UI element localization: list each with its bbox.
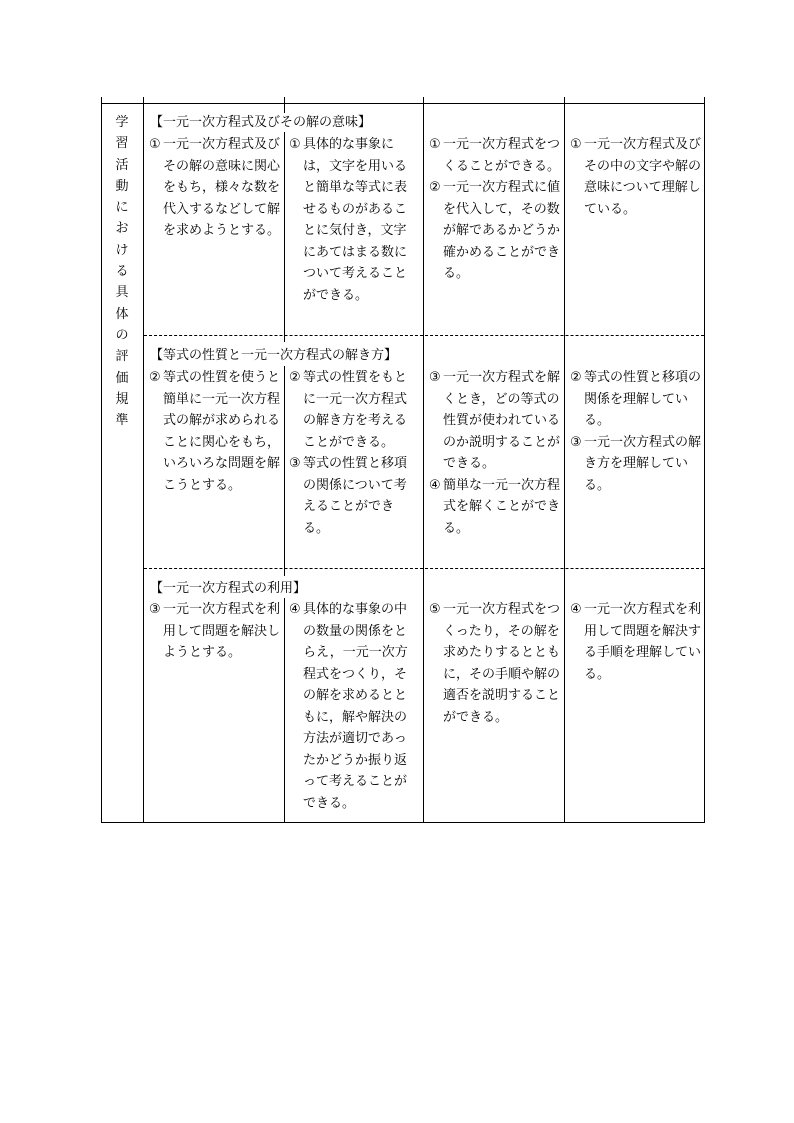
cell-skill (429, 599, 560, 728)
criterion-number: ④ (429, 477, 441, 493)
cell-thinking (289, 367, 419, 539)
criterion-item (429, 475, 560, 540)
criterion-text: 一元一次方程式を利用して問題を解決しようとする。 (163, 602, 281, 660)
criterion-number: ② (429, 180, 441, 195)
criterion-number: ① (149, 137, 161, 152)
cell-skill (429, 367, 560, 539)
side-char: 準 (115, 413, 129, 429)
side-char: お (115, 221, 129, 237)
criterion-text: 一元一次方程式及びその解の意味に関心をもち，様々な数を代入するなどして解を求めようとする。 (163, 137, 281, 238)
border-bottom (101, 822, 705, 823)
criterion-text: 一元一次方程式を解くとき，どの等式の性質が使われているのか説明することができる。 (443, 370, 561, 471)
criterion-text: 具体的な事象には，文字を用いると簡単な等式に表せるものがあることに気付き，文字にあてはまる数について考えることができる。 (303, 137, 408, 303)
criterion-item (149, 367, 281, 496)
side-char: 習 (115, 136, 129, 152)
criterion-number: ④ (289, 602, 301, 617)
side-label (101, 112, 143, 431)
cell-thinking (289, 599, 419, 814)
cell-knowledge (570, 367, 701, 496)
cell-interest (149, 599, 281, 664)
criterion-item (429, 599, 560, 728)
criterion-text: 等式の性質を使うと簡単に一元一次方程式の解が求められることに関心をもち，いろいろな問題を解こうとする。 (163, 370, 281, 493)
criterion-item (429, 367, 560, 475)
dashed-separator-2 (144, 568, 704, 569)
section-heading: 【一元一次方程式及びその解の意味】 (150, 115, 372, 130)
criterion-text: 一元一次方程式をつくったり，その解を求めたりするとともに，その手順や解の適否を説明することができる。 (443, 602, 561, 725)
side-char: 動 (115, 178, 129, 194)
cell-skill (429, 134, 560, 285)
criterion-number: ⑤ (429, 602, 441, 617)
section-heading: 【一元一次方程式の利用】 (150, 581, 307, 596)
criterion-item (289, 367, 419, 453)
cell-thinking (289, 134, 419, 306)
criterion-item (289, 599, 419, 814)
criterion-item (429, 177, 560, 285)
criterion-number: ③ (149, 602, 161, 617)
criterion-number: ④ (570, 602, 582, 617)
side-char: 規 (115, 391, 129, 407)
criterion-text: 一元一次方程式をつくることができる。 (443, 137, 561, 174)
section-heading: 【等式の性質と一元一次方程式の解き方】 (150, 348, 398, 363)
criterion-text: 等式の性質と移項の関係について考えることができる。 (303, 456, 408, 536)
criterion-item (429, 134, 560, 177)
border-right (704, 97, 705, 823)
side-char: け (115, 242, 129, 258)
criterion-number: ③ (429, 370, 441, 385)
side-char: 体 (115, 306, 129, 322)
col-sep-2d (284, 598, 285, 823)
criterion-text: 等式の性質と移項の関係を理解している。 (584, 370, 702, 428)
side-char: 具 (115, 285, 129, 301)
criterion-text: 一元一次方程式の解き方を理解している。 (584, 434, 702, 493)
criterion-number: ③ (289, 456, 301, 471)
dashed-separator-1 (144, 335, 704, 336)
side-char: の (115, 327, 129, 343)
col-sep-2b (284, 132, 285, 342)
criterion-number: ① (429, 137, 441, 152)
criterion-item (570, 432, 701, 497)
criterion-number: ① (289, 137, 301, 152)
criterion-number: ② (289, 370, 301, 385)
side-char: 学 (115, 115, 129, 130)
cell-knowledge (570, 134, 701, 220)
col-sep-4 (564, 97, 565, 823)
criterion-number: ③ (570, 434, 582, 450)
criterion-number: ① (570, 137, 582, 152)
criterion-text: 簡単な一元一次方程式を解くことができる。 (443, 477, 561, 536)
criterion-number: ② (149, 370, 161, 385)
criterion-text: 一元一次方程式を利用して問題を解決する手順を理解している。 (584, 602, 702, 682)
side-char: に (115, 200, 129, 216)
col-sep-2a (284, 97, 285, 113)
criterion-item (289, 134, 419, 306)
col-sep-2c (284, 366, 285, 576)
border-top (101, 103, 705, 104)
criterion-text: 一元一次方程式に値を代入して，その数が解であるかどうか確かめることができる。 (443, 180, 561, 281)
criterion-item (149, 134, 281, 242)
criterion-item (570, 134, 701, 220)
col-sep-1 (143, 97, 144, 823)
col-sep-3 (423, 97, 424, 823)
criterion-item (149, 599, 281, 664)
criterion-item (289, 453, 419, 539)
criterion-number: ② (570, 370, 582, 385)
criterion-text: 一元一次方程式及びその中の文字や解の意味について理解している。 (584, 137, 702, 217)
cell-knowledge (570, 599, 701, 685)
cell-interest (149, 367, 281, 496)
side-char: 活 (115, 157, 129, 173)
criterion-text: 具体的な事象の中の数量の関係をとらえ，一元一次方程式をつくり，その解を求めるとともに，解や解決の方法が適切であったかどうか振り返って考えることができる。 (303, 602, 408, 811)
criterion-item (570, 367, 701, 432)
side-char: る (115, 264, 129, 280)
side-char: 評 (115, 349, 129, 365)
cell-interest (149, 134, 281, 242)
side-char: 価 (115, 370, 129, 386)
criterion-text: 等式の性質をもとに一元一次方程式の解き方を考えることができる。 (303, 370, 408, 450)
criterion-item (570, 599, 701, 685)
